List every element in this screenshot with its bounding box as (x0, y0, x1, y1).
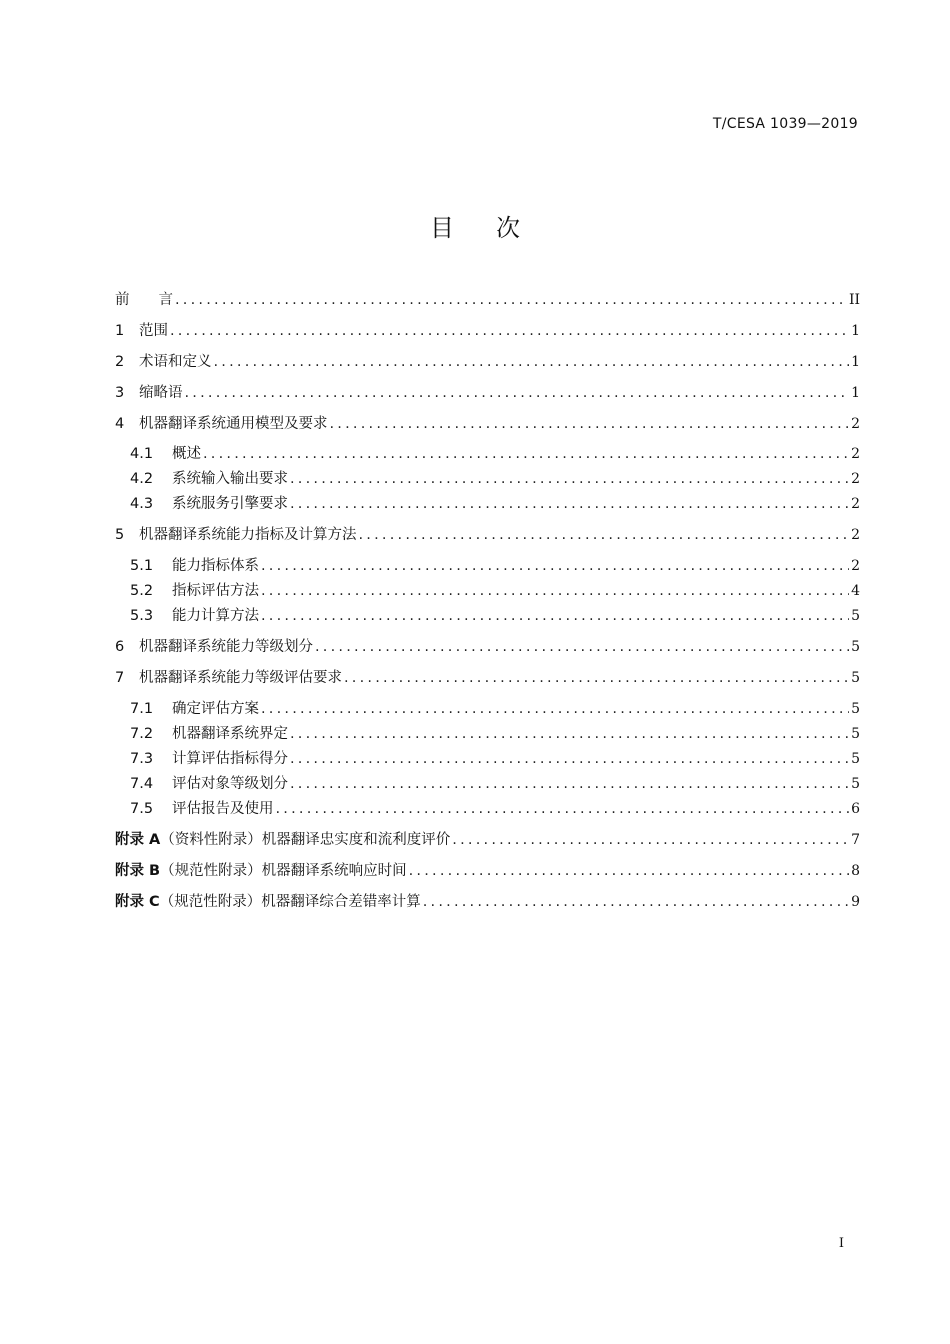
appendix-label: 机器翻译忠实度和流利度评价 (261, 832, 451, 848)
dot-leader (359, 527, 850, 543)
toc-entry-page: 5 (851, 639, 860, 655)
dot-leader (170, 323, 849, 339)
toc-entry[interactable] (130, 772, 860, 792)
toc-appendix-entry[interactable] (115, 890, 860, 910)
toc-appendix-entry[interactable] (115, 828, 860, 848)
toc-entry-label: 前 言 (115, 292, 173, 308)
toc-entry[interactable] (130, 467, 860, 487)
toc-entry[interactable] (115, 412, 860, 432)
appendix-number: 附录 B (115, 863, 161, 879)
toc-entry-number: 7.5 (130, 801, 154, 817)
toc-entry[interactable] (115, 666, 860, 686)
toc-entry[interactable] (115, 523, 860, 543)
toc-entry-number: 3 (115, 385, 125, 401)
toc-entry[interactable] (115, 350, 860, 370)
toc-entry-page: 5 (851, 776, 860, 792)
toc-entry[interactable] (130, 797, 860, 817)
toc-entry[interactable] (130, 554, 860, 574)
dot-leader (290, 471, 849, 487)
toc-entry-label: 机器翻译系统能力等级评估要求 (139, 670, 342, 686)
toc-entry-number: 2 (115, 354, 125, 370)
toc-entry-page: 5 (851, 751, 860, 767)
toc-entry-number: 6 (115, 639, 125, 655)
toc-entry-label: 术语和定义 (139, 354, 212, 370)
toc-entry-label: 能力计算方法 (172, 608, 259, 624)
toc-entry-page: 5 (851, 608, 860, 624)
dot-leader (261, 583, 849, 599)
dot-leader (290, 751, 849, 767)
toc-entry-page: 4 (851, 583, 860, 599)
dot-leader (261, 701, 849, 717)
toc-entry-page: 5 (851, 670, 860, 686)
toc-entry[interactable] (130, 442, 860, 462)
toc-entry-page: 2 (851, 558, 860, 574)
dot-leader (261, 608, 849, 624)
toc-entry-number: 7.2 (130, 726, 154, 742)
page-number: I (838, 1236, 844, 1251)
appendix-page: 7 (851, 832, 860, 848)
toc-entry-number: 5.3 (130, 608, 154, 624)
dot-leader (290, 726, 849, 742)
toc-entry[interactable] (130, 722, 860, 742)
appendix-type: （资料性附录） (160, 832, 262, 848)
toc-entry-number: 7.3 (130, 751, 154, 767)
appendix-type: （规范性附录） (159, 894, 262, 910)
toc-entry[interactable] (130, 747, 860, 767)
toc-entry-page: 1 (851, 354, 860, 370)
appendix-number: 附录 C (115, 894, 160, 910)
toc-entry-page: 2 (851, 416, 860, 432)
toc-entry-number: 1 (115, 323, 125, 339)
toc-entry[interactable] (130, 492, 860, 512)
dot-leader (175, 292, 847, 308)
toc-entry[interactable] (115, 319, 860, 339)
toc-entry-label: 系统服务引擎要求 (172, 496, 288, 512)
toc-entry-page: II (848, 292, 860, 308)
toc-entry-page: 6 (851, 801, 860, 817)
appendix-type: （规范性附录） (160, 863, 262, 879)
toc-entry-label: 机器翻译系统能力指标及计算方法 (139, 527, 357, 543)
toc-entry-label: 概述 (172, 446, 201, 462)
toc-entry-label: 计算评估指标得分 (172, 751, 288, 767)
toc-entry-label: 机器翻译系统能力等级划分 (139, 639, 313, 655)
toc-entry-label: 能力指标体系 (172, 558, 259, 574)
toc-entry-page: 2 (851, 496, 860, 512)
toc-entry-label: 评估报告及使用 (172, 801, 274, 817)
appendix-label: 机器翻译系统响应时间 (261, 863, 407, 879)
appendix-page: 8 (851, 863, 860, 879)
toc-entry[interactable] (130, 604, 860, 624)
dot-leader (290, 776, 849, 792)
toc-entry-page: 5 (851, 701, 860, 717)
dot-leader (330, 416, 850, 432)
toc-entry-label: 机器翻译系统界定 (172, 726, 288, 742)
toc-entry[interactable] (115, 635, 860, 655)
toc-entry-number: 5.2 (130, 583, 154, 599)
appendix-page: 9 (851, 894, 860, 910)
toc-entry-page: 5 (851, 726, 860, 742)
dot-leader (344, 670, 849, 686)
page-title: 目次 (430, 214, 562, 242)
dot-leader (452, 832, 849, 848)
toc-entry-number: 7.4 (130, 776, 154, 792)
toc-entry-label: 缩略语 (139, 385, 183, 401)
dot-leader (276, 801, 850, 817)
toc-entry-number: 4 (115, 416, 125, 432)
toc-entry-label: 范围 (139, 323, 168, 339)
toc-entry-page: 2 (851, 471, 860, 487)
appendix-label: 机器翻译综合差错率计算 (261, 894, 421, 910)
toc-entry-number: 5 (115, 527, 125, 543)
toc-entry-number: 7 (115, 670, 125, 686)
toc-entry-label: 指标评估方法 (172, 583, 259, 599)
standard-number: T/CESA 1039—2019 (712, 116, 858, 132)
toc-entry-number: 5.1 (130, 558, 154, 574)
toc-entry-label: 评估对象等级划分 (172, 776, 288, 792)
dot-leader (423, 894, 849, 910)
toc-entry-number: 7.1 (130, 701, 154, 717)
toc-entry-number: 4.2 (130, 471, 154, 487)
appendix-number: 附录 A (115, 832, 161, 848)
toc-entry-page: 1 (851, 385, 860, 401)
toc-entry-label: 确定评估方案 (172, 701, 259, 717)
toc-entry-number: 4.1 (130, 446, 154, 462)
dot-leader (185, 385, 850, 401)
dot-leader (203, 446, 849, 462)
dot-leader (315, 639, 849, 655)
toc-appendix-entry[interactable] (115, 859, 860, 879)
toc-entry-label: 系统输入输出要求 (172, 471, 288, 487)
dot-leader (261, 558, 849, 574)
toc-entry[interactable] (115, 288, 860, 308)
toc-entry-label: 机器翻译系统通用模型及要求 (139, 416, 328, 432)
dot-leader (409, 863, 849, 879)
dot-leader (290, 496, 849, 512)
toc-entry-page: 2 (851, 527, 860, 543)
dot-leader (214, 354, 850, 370)
toc-entry-number: 4.3 (130, 496, 154, 512)
toc-entry[interactable] (130, 579, 860, 599)
toc-entry[interactable] (130, 697, 860, 717)
toc-entry[interactable] (115, 381, 860, 401)
toc-entry-page: 1 (851, 323, 860, 339)
toc-entry-page: 2 (851, 446, 860, 462)
